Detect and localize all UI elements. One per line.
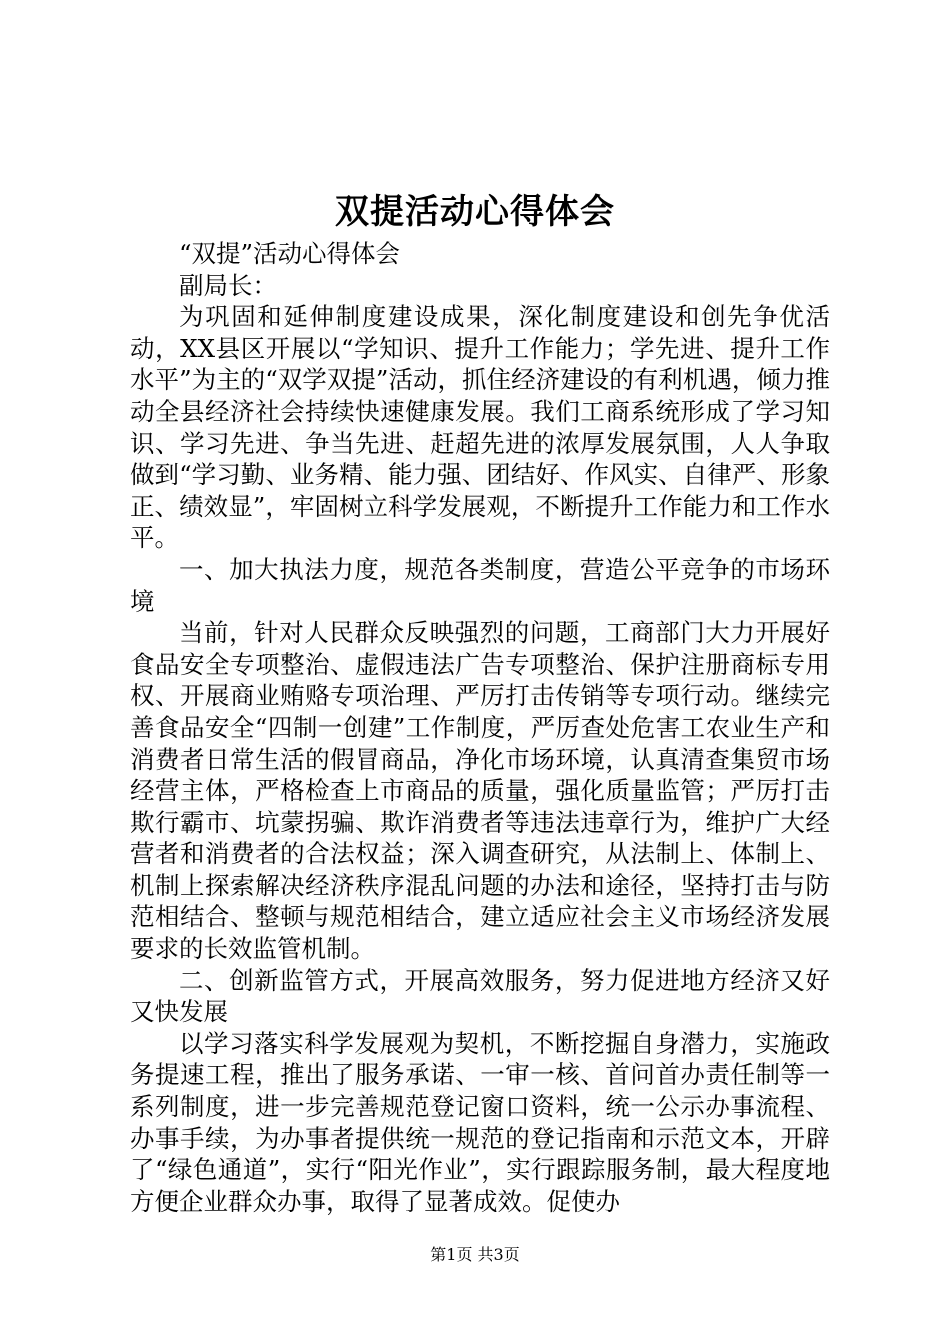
subtitle-paragraph: “双提”活动心得体会 (179, 239, 401, 268)
document-title: 双提活动心得体会 (335, 192, 615, 232)
page-footer: 第1页 共3页 (430, 1245, 520, 1264)
body-paragraph: 当前，针对人民群众反映强烈的问题，工商部门大力开展好食品安全专项整治、虚假违法广告专项整治、保护注册商标专用权、开展商业贿赂专项治理、严厉打击传销等专项行动。继续完善食品安全“四制一创建”工作制度，严厉查处危害工农业生产和消费者日常生活的假冒商品，净化市场环境，认真清查集贸市场经营主体，严格检查上市商品的质量，强化质量监管；严厉打击欺行霸市、坑蒙拐骗、欺诈消费者等违法违章行为，维护广大经营者和消费者的合法权益；深入调查研究，从法制上、体制上、机制上探索解决经济秩序混乱问题的办法和途径，坚持打击与防范相结合、整顿与规范相结合，建立适应社会主义市场经济发展要求的长效监管机制。 (130, 618, 830, 964)
section-heading-1: 一、加大执法力度，规范各类制度，营造公平竞争的市场环境 (130, 554, 830, 616)
section-heading-2: 二、创新监管方式，开展高效服务，努力促进地方经济又好又快发展 (130, 965, 830, 1027)
body-paragraph: 为巩固和延伸制度建设成果，深化制度建设和创先争优活动，XX县区开展以“学知识、提升工作能力；学先进、提升工作水平”为主的“双学双提”活动，抓住经济建设的有利机遇，倾力推动全县经济社会持续快速健康发展。我们工商系统形成了学习知识、学习先进、争当先进、赶超先进的浓厚发展氛围，人人争取做到“学习勤、业务精、能力强、团结好、作风实、自律严、形象正、绩效显”，牢固树立科学发展观，不断提升工作能力和工作水平。 (130, 302, 830, 553)
document-body (130, 238, 830, 1217)
body-paragraph: 以学习落实科学发展观为契机，不断挖掘自身潜力，实施政务提速工程，推出了服务承诺、一审一核、首问首办责任制等一系列制度，进一步完善规范登记窗口资料，统一公示办事流程、办事手续，为办事者提供统一规范的登记指南和示范文本，开辟了“绿色通道”，实行“阳光作业”，实行跟踪服务制，最大程度地方便企业群众办事，取得了显著成效。促使办 (130, 1028, 830, 1216)
salutation-paragraph: 副局长： (179, 270, 277, 300)
